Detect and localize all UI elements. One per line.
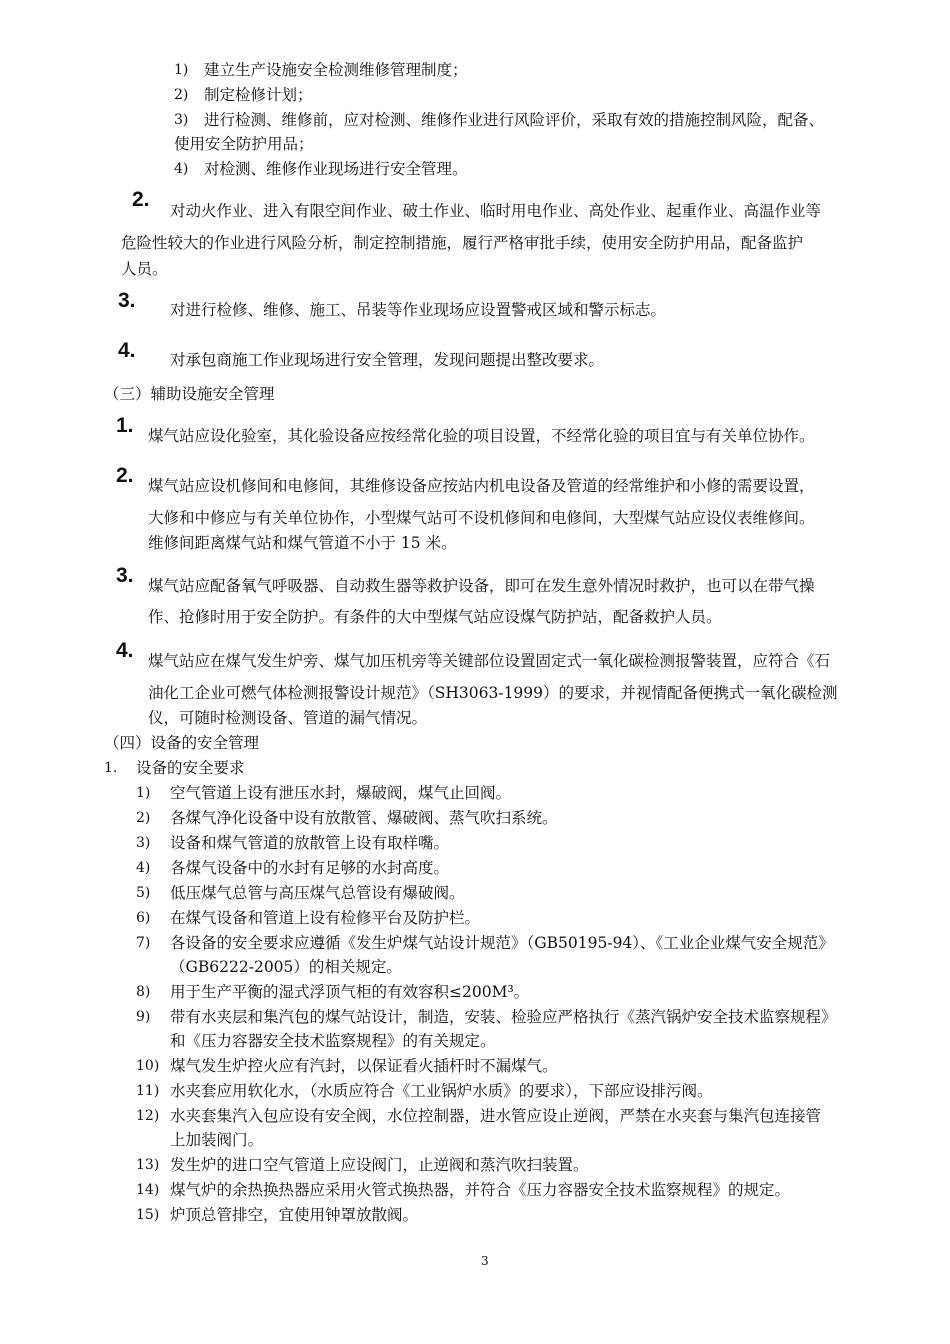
list-marker: 15) xyxy=(136,1207,160,1223)
list-item-text: 煤气炉的余热换热器应采用火管式换热器，并符合《压力容器安全技术监察规程》的规定。 xyxy=(170,1181,791,1199)
paragraph-line: 煤气站应配备氧气呼吸器、自动救生器等救护设备，即可在发生意外情况时救护，也可以在带气操 xyxy=(148,577,815,595)
paragraph-line: 维修间距离煤气站和煤气管道不小于 15 米。 xyxy=(148,534,457,552)
list-marker: 1. xyxy=(104,760,118,776)
list-marker: 2) xyxy=(174,87,189,103)
paragraph-line: 对承包商施工作业现场进行安全管理，发现问题提出整改要求。 xyxy=(170,351,605,369)
paragraph-line: 大修和中修应与有关单位协作，小型煤气站可不设机修间和电修间，大型煤气站应设仪表维修间。 xyxy=(148,509,815,527)
list-item-text: 炉顶总管排空，宜使用钟罩放散阀。 xyxy=(170,1206,419,1224)
list-item-text: 空气管道上设有泄压水封，爆破阀，煤气止回阀。 xyxy=(170,784,512,802)
list-item-text: 各煤气净化设备中设有放散管、爆破阀、蒸气吹扫系统。 xyxy=(170,809,558,827)
list-marker: 14) xyxy=(136,1182,160,1198)
list-item-text: 煤气发生炉控火应有汽封，以保证看火插杆时不漏煤气。 xyxy=(170,1057,558,1075)
paragraph-line: 煤气站应设机修间和电修间，其维修设备应按站内机电设备及管道的经常维护和小修的需要设置， xyxy=(148,477,815,495)
list-marker: 5) xyxy=(136,885,151,901)
list-item-text: 用于生产平衡的湿式浮顶气柜的有效容积≤200M³。 xyxy=(170,983,530,1001)
paragraph-line: 危险性较大的作业进行风险分析，制定控制措施，履行严格审批手续，使用安全防护用品，配备监护 xyxy=(121,234,804,252)
paragraph-line: 煤气站应设化验室，其化验设备应按经常化验的项目设置，不经常化验的项目宜与有关单位协作。 xyxy=(148,427,815,445)
paragraph-line: 仪，可随时检测设备、管道的漏气情况。 xyxy=(148,709,428,727)
paragraph-line: 对动火作业、进入有限空间作业、破土作业、临时用电作业、高处作业、起重作业、高温作业等 xyxy=(170,202,822,220)
paragraph-line: 油化工企业可燃气体检测报警设计规范》（SH3063-1999）的要求，并视情配备便携式一氧化碳检测 xyxy=(148,684,838,702)
list-marker: 9) xyxy=(136,1009,151,1025)
list-item-text: 对检测、维修作业现场进行安全管理。 xyxy=(204,160,468,178)
section-heading: （四）设备的安全管理 xyxy=(104,734,260,752)
list-item-text: 建立生产设施安全检测维修管理制度； xyxy=(204,61,468,79)
list-item-text: 各设备的安全要求应遵循《发生炉煤气站设计规范》（GB50195-94）、《工业企业煤气安全规范》 xyxy=(170,934,834,952)
list-marker: 10) xyxy=(136,1058,160,1074)
item-number: 3. xyxy=(118,289,136,312)
item-number: 3. xyxy=(116,564,134,587)
list-item-text: （GB6222-2005）的相关规定。 xyxy=(170,958,402,976)
paragraph-line: 煤气站应在煤气发生炉旁、煤气加压机旁等关键部位设置固定式一氧化碳检测报警装置，应符合《石 xyxy=(148,652,831,670)
section-heading: （三）辅助设施安全管理 xyxy=(104,385,275,403)
list-item-text: 低压煤气总管与高压煤气总管设有爆破阀。 xyxy=(170,884,465,902)
item-number: 4. xyxy=(118,339,136,362)
list-marker: 11) xyxy=(136,1083,160,1099)
list-item-text: 使用安全防护用品； xyxy=(174,135,314,153)
list-marker: 3) xyxy=(136,835,151,851)
paragraph-line: 对进行检修、维修、施工、吊装等作业现场应设置警戒区域和警示标志。 xyxy=(170,301,667,319)
list-marker: 1) xyxy=(136,785,151,801)
list-marker: 1) xyxy=(174,62,189,78)
list-item-text: 带有水夹层和集汽包的煤气站设计，制造，安装、检验应严格执行《蒸汽锅炉安全技术监察规程》 xyxy=(170,1008,837,1026)
list-marker: 8) xyxy=(136,984,151,1000)
list-item-text: 制定检修计划； xyxy=(204,86,313,104)
list-item-text: 水夹套集汽入包应设有安全阀，水位控制器，进水管应设止逆阀，严禁在水夹套与集汽包连接管 xyxy=(170,1107,822,1125)
list-item-text: 水夹套应用软化水，（水质应符合《工业锅炉水质》的要求），下部应设排污阀。 xyxy=(170,1082,713,1100)
item-number: 2. xyxy=(116,464,134,487)
list-item-text: 发生炉的进口空气管道上应设阀门，止逆阀和蒸汽吹扫装置。 xyxy=(170,1156,589,1174)
paragraph-line: 人员。 xyxy=(121,260,168,278)
list-item-text: 进行检测、维修前，应对检测、维修作业进行风险评价，采取有效的措施控制风险，配备、 xyxy=(204,111,825,129)
list-marker: 4) xyxy=(174,161,189,177)
item-number: 1. xyxy=(116,414,134,437)
list-marker: 3) xyxy=(174,112,189,128)
list-marker: 4) xyxy=(136,860,151,876)
list-item-text: 各煤气设备中的水封有足够的水封高度。 xyxy=(170,859,450,877)
item-number: 4. xyxy=(116,639,134,662)
page-number: 3 xyxy=(481,1254,489,1268)
sub-heading: 设备的安全要求 xyxy=(136,759,245,777)
list-item-text: 上加装阀门。 xyxy=(170,1131,264,1149)
list-item-text: 和《压力容器安全技术监察规程》的有关规定。 xyxy=(170,1032,496,1050)
list-marker: 13) xyxy=(136,1157,160,1173)
list-marker: 12) xyxy=(136,1108,160,1124)
list-item-text: 设备和煤气管道的放散管上设有取样嘴。 xyxy=(170,834,450,852)
paragraph-line: 作、抢修时用于安全防护。有条件的大中型煤气站应设煤气防护站，配备救护人员。 xyxy=(148,608,722,626)
list-marker: 6) xyxy=(136,910,151,926)
list-item-text: 在煤气设备和管道上设有检修平台及防护栏。 xyxy=(170,909,481,927)
list-marker: 7) xyxy=(136,935,151,951)
list-marker: 2) xyxy=(136,810,151,826)
item-number: 2. xyxy=(132,188,150,211)
